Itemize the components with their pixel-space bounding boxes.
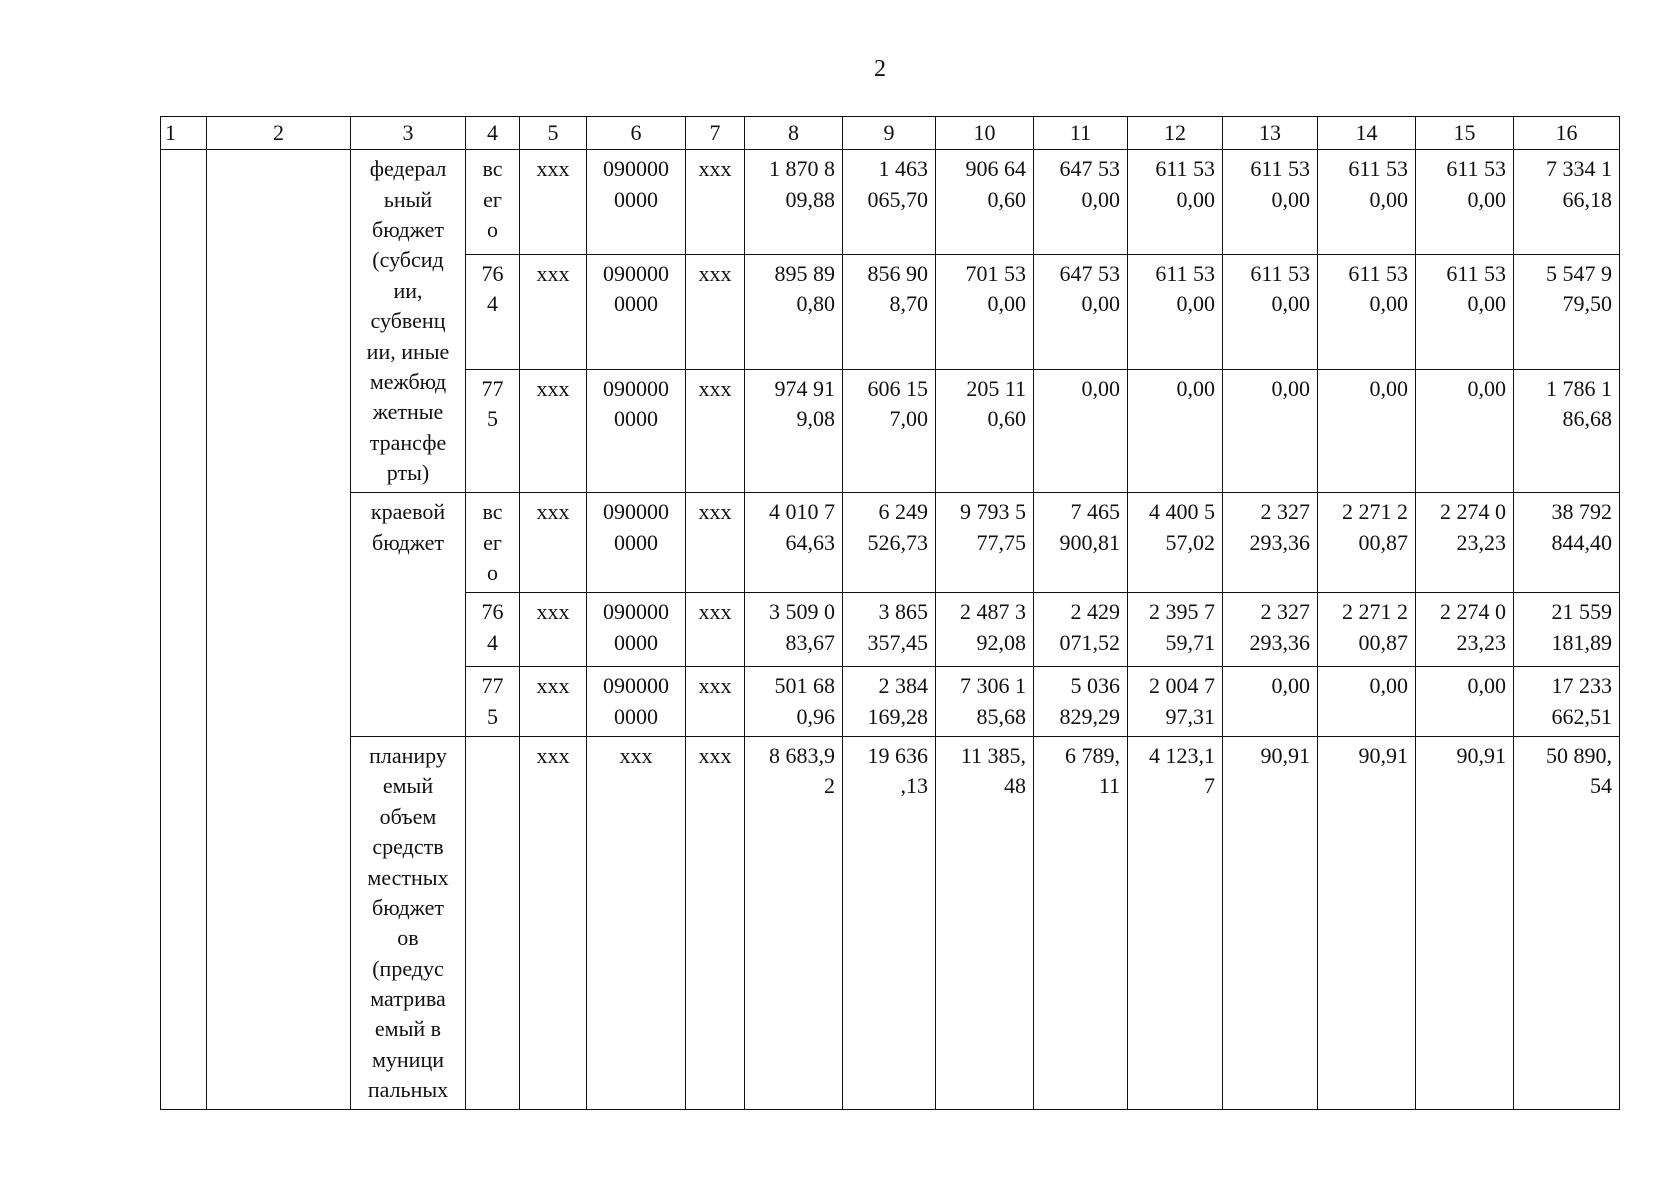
table-row: [161, 737, 1620, 1110]
amount-cell: 7 306 1 85,68: [936, 667, 1034, 737]
amount-cell: 906 64 0,60: [936, 150, 1034, 255]
code-cell: ххх: [520, 667, 587, 737]
code-cell: ххх: [686, 150, 745, 255]
amount-cell: 50 890, 54: [1514, 737, 1620, 1110]
header-cell: 11: [1034, 117, 1128, 150]
code-cell: 77 5: [466, 369, 520, 492]
code-cell: 090000 0000: [587, 493, 686, 593]
header-cell: 4: [466, 117, 520, 150]
code-cell: ххх: [686, 369, 745, 492]
header-cell: 7: [686, 117, 745, 150]
amount-cell: 4 010 7 64,63: [745, 493, 843, 593]
code-cell: ххх: [686, 254, 745, 369]
amount-cell: 2 487 3 92,08: [936, 593, 1034, 667]
amount-cell: 38 792 844,40: [1514, 493, 1620, 593]
amount-cell: 3 865 357,45: [843, 593, 936, 667]
header-cell: 2: [207, 117, 351, 150]
amount-cell: 1 463 065,70: [843, 150, 936, 255]
header-cell: 10: [936, 117, 1034, 150]
amount-cell: 606 15 7,00: [843, 369, 936, 492]
code-cell: вс ег о: [466, 150, 520, 255]
amount-cell: 1 786 1 86,68: [1514, 369, 1620, 492]
amount-cell: 3 509 0 83,67: [745, 593, 843, 667]
amount-cell: 0,00: [1223, 667, 1318, 737]
amount-cell: 90,91: [1318, 737, 1416, 1110]
code-cell: ххх: [686, 593, 745, 667]
amount-cell: 0,00: [1416, 667, 1514, 737]
code-cell: 090000 0000: [587, 150, 686, 255]
amount-cell: 4 123,1 7: [1128, 737, 1223, 1110]
header-cell: 6: [587, 117, 686, 150]
amount-cell: 9 793 5 77,75: [936, 493, 1034, 593]
code-cell: [466, 737, 520, 1110]
code-cell: ххх: [686, 737, 745, 1110]
col1-cell: [161, 150, 207, 1110]
amount-cell: 90,91: [1416, 737, 1514, 1110]
code-cell: ххх: [686, 493, 745, 593]
code-cell: 090000 0000: [587, 667, 686, 737]
code-cell: ххх: [587, 737, 686, 1110]
amount-cell: 2 271 2 00,87: [1318, 593, 1416, 667]
budget-table: [160, 116, 1620, 1110]
amount-cell: 5 036 829,29: [1034, 667, 1128, 737]
amount-cell: 611 53 0,00: [1223, 150, 1318, 255]
amount-cell: 2 274 0 23,23: [1416, 493, 1514, 593]
amount-cell: 0,00: [1223, 369, 1318, 492]
header-cell: 9: [843, 117, 936, 150]
header-cell: 1: [161, 117, 207, 150]
code-cell: 090000 0000: [587, 369, 686, 492]
amount-cell: 6 249 526,73: [843, 493, 936, 593]
header-cell: 16: [1514, 117, 1620, 150]
amount-cell: 205 11 0,60: [936, 369, 1034, 492]
amount-cell: 2 274 0 23,23: [1416, 593, 1514, 667]
code-cell: 76 4: [466, 254, 520, 369]
header-cell: 14: [1318, 117, 1416, 150]
amount-cell: 501 68 0,96: [745, 667, 843, 737]
code-cell: ххх: [520, 737, 587, 1110]
amount-cell: 2 327 293,36: [1223, 593, 1318, 667]
page-number: 2: [874, 56, 886, 82]
code-cell: 090000 0000: [587, 593, 686, 667]
amount-cell: 2 327 293,36: [1223, 493, 1318, 593]
amount-cell: 21 559 181,89: [1514, 593, 1620, 667]
amount-cell: 17 233 662,51: [1514, 667, 1620, 737]
amount-cell: 611 53 0,00: [1318, 254, 1416, 369]
header-row: [161, 117, 1620, 150]
amount-cell: 647 53 0,00: [1034, 150, 1128, 255]
code-cell: 76 4: [466, 593, 520, 667]
funding-source-cell: планиру емый объем средств местных бюджет ов (предус матрива емый в муници пальных: [351, 737, 466, 1110]
funding-source-cell: федерал ьный бюджет (субсид ии, субвенц ии, иные межбюд жетные трансфе рты): [351, 150, 466, 493]
code-cell: ххх: [686, 667, 745, 737]
header-cell: 13: [1223, 117, 1318, 150]
header-cell: 3: [351, 117, 466, 150]
amount-cell: 611 53 0,00: [1223, 254, 1318, 369]
amount-cell: 974 91 9,08: [745, 369, 843, 492]
code-cell: ххх: [520, 369, 587, 492]
col2-cell: [207, 150, 351, 1110]
code-cell: вс ег о: [466, 493, 520, 593]
amount-cell: 1 870 8 09,88: [745, 150, 843, 255]
amount-cell: 11 385, 48: [936, 737, 1034, 1110]
amount-cell: 895 89 0,80: [745, 254, 843, 369]
amount-cell: 2 271 2 00,87: [1318, 493, 1416, 593]
code-cell: ххх: [520, 254, 587, 369]
amount-cell: 4 400 5 57,02: [1128, 493, 1223, 593]
code-cell: ххх: [520, 593, 587, 667]
amount-cell: 90,91: [1223, 737, 1318, 1110]
code-cell: 090000 0000: [587, 254, 686, 369]
amount-cell: 701 53 0,00: [936, 254, 1034, 369]
amount-cell: 611 53 0,00: [1416, 254, 1514, 369]
amount-cell: 7 334 1 66,18: [1514, 150, 1620, 255]
amount-cell: 0,00: [1128, 369, 1223, 492]
amount-cell: 5 547 9 79,50: [1514, 254, 1620, 369]
amount-cell: 2 384 169,28: [843, 667, 936, 737]
amount-cell: 611 53 0,00: [1318, 150, 1416, 255]
header-cell: 5: [520, 117, 587, 150]
amount-cell: 2 429 071,52: [1034, 593, 1128, 667]
header-cell: 8: [745, 117, 843, 150]
amount-cell: 647 53 0,00: [1034, 254, 1128, 369]
amount-cell: 19 636 ,13: [843, 737, 936, 1110]
code-cell: 77 5: [466, 667, 520, 737]
header-cell: 12: [1128, 117, 1223, 150]
table-row: [161, 493, 1620, 593]
code-cell: ххх: [520, 150, 587, 255]
amount-cell: 0,00: [1318, 369, 1416, 492]
header-cell: 15: [1416, 117, 1514, 150]
amount-cell: 7 465 900,81: [1034, 493, 1128, 593]
amount-cell: 0,00: [1416, 369, 1514, 492]
amount-cell: 611 53 0,00: [1128, 150, 1223, 255]
amount-cell: 0,00: [1318, 667, 1416, 737]
amount-cell: 2 395 7 59,71: [1128, 593, 1223, 667]
amount-cell: 611 53 0,00: [1416, 150, 1514, 255]
amount-cell: 611 53 0,00: [1128, 254, 1223, 369]
amount-cell: 0,00: [1034, 369, 1128, 492]
amount-cell: 8 683,9 2: [745, 737, 843, 1110]
amount-cell: 6 789, 11: [1034, 737, 1128, 1110]
amount-cell: 856 90 8,70: [843, 254, 936, 369]
funding-source-cell: краевой бюджет: [351, 493, 466, 737]
code-cell: ххх: [520, 493, 587, 593]
amount-cell: 2 004 7 97,31: [1128, 667, 1223, 737]
table-row: [161, 150, 1620, 255]
